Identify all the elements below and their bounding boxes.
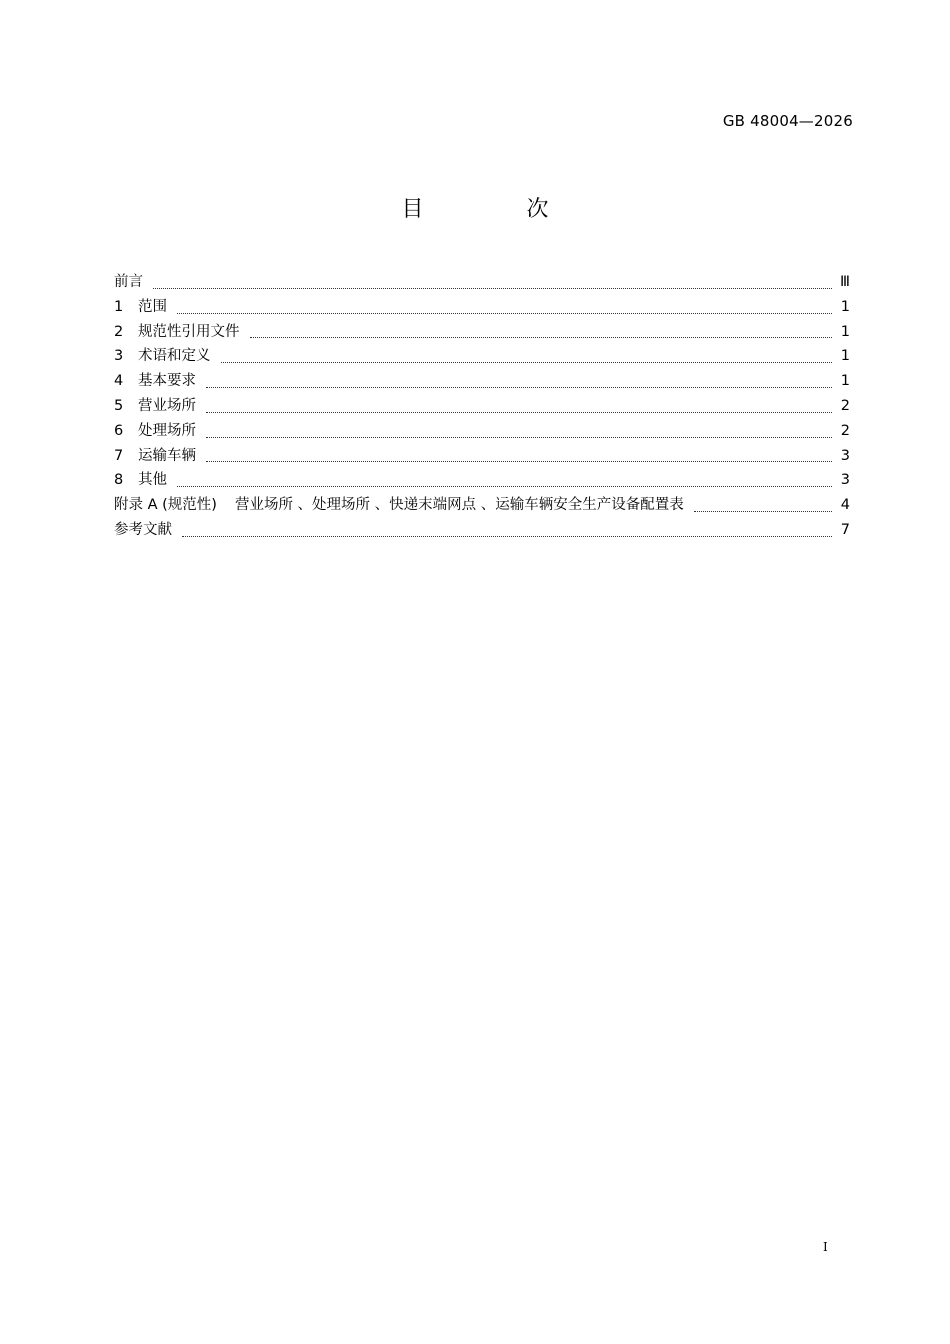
toc-entry-terms-definitions[interactable]	[114, 344, 852, 369]
table-of-contents	[114, 270, 852, 543]
toc-entry-number: 5	[114, 397, 124, 414]
toc-entry-processing-sites[interactable]	[114, 419, 852, 444]
toc-entry-page: 4	[840, 497, 850, 514]
toc-entry-page: 2	[840, 422, 850, 439]
toc-entry-label: 处理场所	[138, 422, 196, 439]
toc-entry-label-prefix: 附录 A (规范性)	[114, 497, 217, 514]
toc-leader-dots	[177, 486, 832, 487]
toc-entry-page: 2	[840, 397, 850, 414]
toc-entry-label: 营业场所 、处理场所 、快递末端网点 、运输车辆安全生产设备配置表	[234, 497, 684, 514]
toc-leader-dots	[221, 362, 833, 363]
toc-entry-bibliography[interactable]	[114, 518, 852, 543]
toc-leader-dots	[694, 511, 832, 512]
toc-entry-page: 1	[840, 348, 850, 365]
toc-entry-annex-a[interactable]	[114, 493, 852, 518]
toc-entry-label: 前言	[114, 274, 143, 290]
toc-entry-other[interactable]	[114, 468, 852, 493]
toc-leader-dots	[206, 461, 832, 462]
toc-entry-transport-vehicles[interactable]	[114, 444, 852, 469]
toc-entry-number: 1	[114, 298, 124, 315]
toc-title: 目 次	[401, 197, 597, 222]
toc-entry-page: 7	[840, 521, 850, 538]
toc-entry-label: 营业场所	[138, 397, 196, 414]
toc-entry-label: 规范性引用文件	[138, 323, 240, 340]
toc-entry-number: 2	[114, 323, 124, 340]
document-code: GB 48004—2026	[722, 112, 853, 130]
toc-entry-basic-requirements[interactable]	[114, 369, 852, 394]
toc-entry-label: 运输车辆	[138, 447, 196, 464]
toc-entry-label: 其他	[138, 472, 167, 489]
toc-leader-dots	[206, 437, 832, 438]
toc-entry-label: 参考文献	[114, 521, 172, 538]
toc-entry-business-premises[interactable]	[114, 394, 852, 419]
toc-entry-number: 8	[114, 472, 124, 489]
toc-entry-page: 1	[840, 323, 850, 340]
toc-entry-label: 基本要求	[138, 373, 196, 390]
toc-entry-scope[interactable]	[114, 295, 852, 320]
toc-entry-page: 3	[840, 472, 850, 489]
toc-entry-number: 3	[114, 348, 124, 365]
toc-leader-dots	[206, 412, 832, 413]
toc-leader-dots	[182, 536, 832, 537]
toc-entry-number: 4	[114, 373, 124, 390]
toc-leader-dots	[206, 387, 832, 388]
toc-entry-page: 3	[840, 447, 850, 464]
toc-entry-page: Ⅲ	[840, 274, 850, 290]
toc-entry-foreword[interactable]	[114, 270, 852, 295]
toc-entry-number: 7	[114, 447, 124, 464]
toc-entry-normative-references[interactable]	[114, 320, 852, 345]
toc-leader-dots	[177, 313, 832, 314]
toc-entry-page: 1	[840, 298, 850, 315]
toc-entry-page: 1	[840, 373, 850, 390]
toc-entry-number: 6	[114, 422, 124, 439]
toc-entry-label: 范围	[138, 298, 167, 315]
toc-entry-label: 术语和定义	[138, 348, 211, 365]
toc-leader-dots	[250, 337, 833, 338]
page-number: I	[823, 1240, 828, 1254]
toc-leader-dots	[153, 288, 832, 289]
